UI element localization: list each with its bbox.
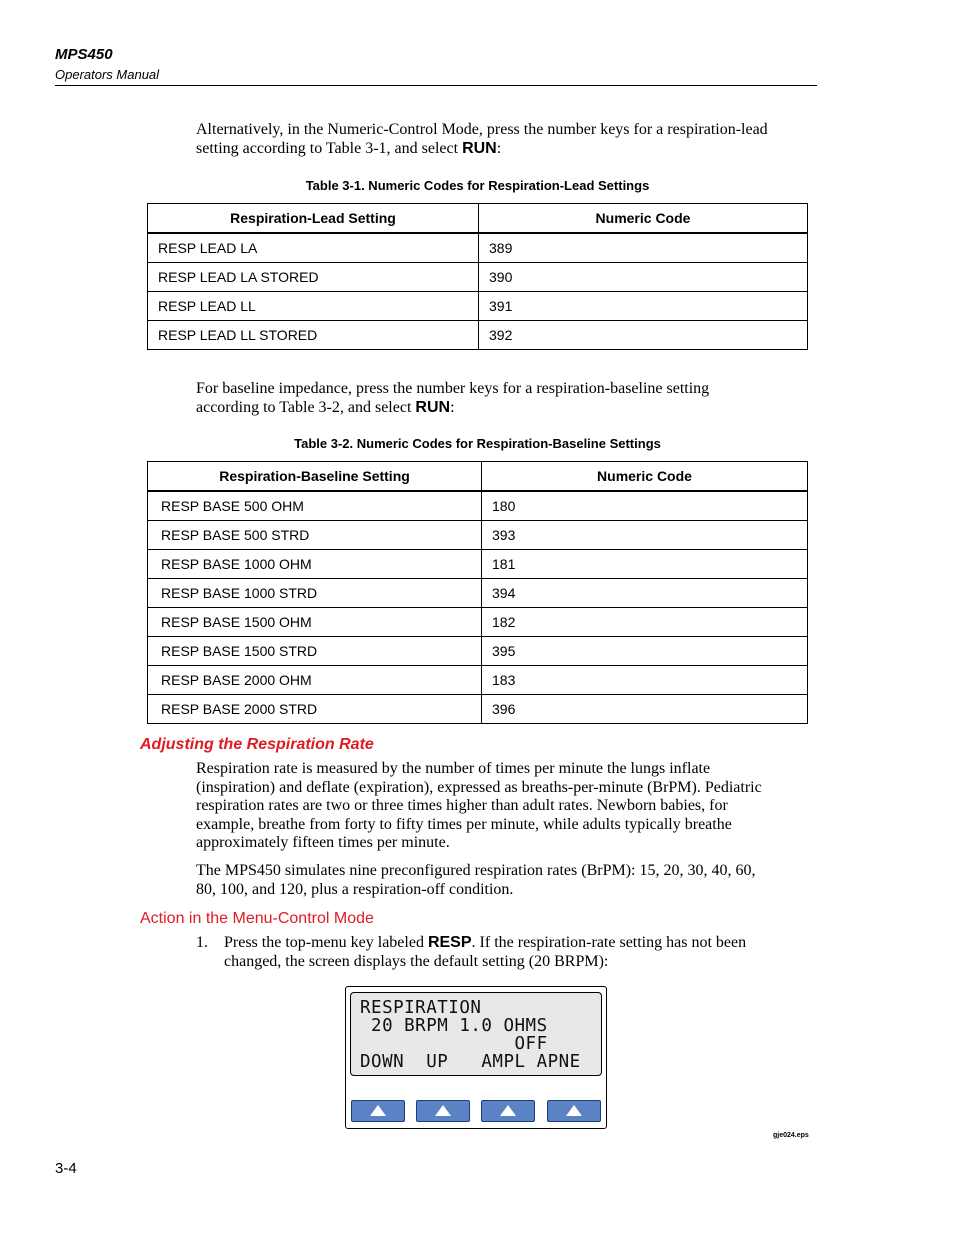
step-line-2: changed, the screen displays the default setting (20 BRPM): (224, 952, 609, 970)
resp-key-label: RESP (427, 934, 472, 951)
setting-cell: RESP LEAD LL (148, 292, 479, 321)
column-header: Respiration-Baseline Setting (148, 462, 482, 492)
paragraph-line: The MPS450 simulates nine preconfigured respiration rates (BrPM): 15, 20, 30, 40, 60, (196, 862, 756, 879)
respiration-rate-paragraph (196, 760, 816, 853)
code-cell: 183 (482, 666, 808, 695)
preconfigured-rates-paragraph (196, 862, 816, 899)
table-row (148, 321, 808, 350)
intro-line-2: setting according to Table 3-1, and select (196, 139, 463, 157)
baseline-line-1: For baseline impedance, press the number keys for a respiration-baseline setting (196, 380, 710, 397)
up-arrow-icon (566, 1105, 582, 1116)
code-cell: 182 (482, 608, 808, 637)
table-header-row (148, 204, 808, 234)
intro-line-1: Alternatively, in the Numeric-Control Mode, press the number keys for a respiration-lead (196, 121, 768, 138)
setting-cell: RESP BASE 1000 STRD (148, 579, 482, 608)
setting-cell: RESP BASE 500 OHM (148, 491, 482, 521)
column-header: Numeric Code (482, 462, 808, 492)
table-row (148, 550, 808, 579)
setting-cell: RESP BASE 1000 OHM (148, 550, 482, 579)
step-prefix: Press the top-menu key labeled (224, 934, 428, 951)
page-number: 3-4 (55, 1160, 77, 1177)
setting-cell: RESP LEAD LA (148, 233, 479, 263)
figure-label: gje024.eps (773, 1132, 809, 1139)
table-row (148, 579, 808, 608)
lcd-line-4: DOWN UP AMPL APNE (360, 1052, 581, 1072)
setting-cell: RESP BASE 2000 STRD (148, 695, 482, 724)
table-row (148, 666, 808, 695)
run-key-label: RUN (462, 139, 497, 157)
paragraph-line: Respiration rate is measured by the number of times per minute the lungs inflate (196, 760, 711, 777)
code-cell: 389 (479, 233, 808, 263)
respiration-lead-table (147, 203, 808, 350)
table-row (148, 292, 808, 321)
table-header-row (148, 462, 808, 492)
section-heading: Adjusting the Respiration Rate (140, 736, 374, 753)
table-row (148, 608, 808, 637)
baseline-line-2: according to Table 3-2, and select (196, 398, 416, 416)
subsection-heading: Action in the Menu-Control Mode (140, 910, 374, 927)
intro-paragraph (196, 121, 816, 158)
column-header: Respiration-Lead Setting (148, 204, 479, 234)
setting-cell: RESP BASE 2000 OHM (148, 666, 482, 695)
softkey-down-button[interactable] (351, 1100, 405, 1122)
table1-caption: Table 3-1. Numeric Codes for Respiration-Lead Settings (305, 178, 650, 193)
header-divider (55, 85, 817, 86)
setting-cell: RESP LEAD LA STORED (148, 263, 479, 292)
softkey-ampl-button[interactable] (481, 1100, 535, 1122)
table-row (148, 637, 808, 666)
setting-cell: RESP LEAD LL STORED (148, 321, 479, 350)
paragraph-line: approximately fifteen times per minute. (196, 834, 450, 851)
run-key-label: RUN (415, 398, 451, 416)
setting-cell: RESP BASE 1500 OHM (148, 608, 482, 637)
code-cell: 396 (482, 695, 808, 724)
code-cell: 392 (479, 321, 808, 350)
table-row (148, 233, 808, 263)
table2-caption: Table 3-2. Numeric Codes for Respiration-Baseline Settings (294, 436, 661, 451)
step-text (224, 934, 816, 971)
baseline-paragraph (196, 380, 816, 417)
table-row (148, 263, 808, 292)
paragraph-line: (inspiration) and deflate (expiration), expressed as breaths-per-minute (BrPM). Pediatric (196, 778, 762, 796)
paragraph-line: 80, 100, and 120, plus a respiration-off condition. (196, 880, 514, 898)
manual-subtitle: Operators Manual (55, 67, 160, 82)
code-cell: 390 (479, 263, 808, 292)
intro-suffix: : (496, 139, 502, 157)
manual-title: MPS450 (55, 46, 113, 63)
up-arrow-icon (370, 1105, 386, 1116)
up-arrow-icon (435, 1105, 451, 1116)
lcd-line-2: 20 BRPM 1.0 OHMS (360, 1016, 548, 1036)
setting-cell: RESP BASE 500 STRD (148, 521, 482, 550)
column-header: Numeric Code (479, 204, 808, 234)
setting-cell: RESP BASE 1500 STRD (148, 637, 482, 666)
code-cell: 180 (482, 491, 808, 521)
up-arrow-icon (500, 1105, 516, 1116)
simulator-display-panel (345, 986, 607, 1129)
baseline-suffix: : (450, 398, 455, 416)
code-cell: 395 (482, 637, 808, 666)
lcd-line-1: RESPIRATION (360, 998, 482, 1018)
step-number: 1. (196, 934, 208, 951)
code-cell: 394 (482, 579, 808, 608)
step-suffix: . If the respiration-rate setting has not been (471, 934, 747, 951)
paragraph-line: respiration rates are two or three times higher than adult rates. Newborn babies, for (196, 797, 728, 814)
code-cell: 181 (482, 550, 808, 579)
softkey-apne-button[interactable] (547, 1100, 601, 1122)
lcd-line-3: OFF (360, 1034, 548, 1054)
respiration-baseline-table (147, 461, 808, 724)
table-row (148, 521, 808, 550)
lcd-screen (350, 992, 602, 1076)
code-cell: 391 (479, 292, 808, 321)
table-row (148, 491, 808, 521)
paragraph-line: example, breathe from forty to fifty times per minute, while adults typically breathe (196, 815, 732, 833)
softkey-up-button[interactable] (416, 1100, 470, 1122)
code-cell: 393 (482, 521, 808, 550)
table-row (148, 695, 808, 724)
